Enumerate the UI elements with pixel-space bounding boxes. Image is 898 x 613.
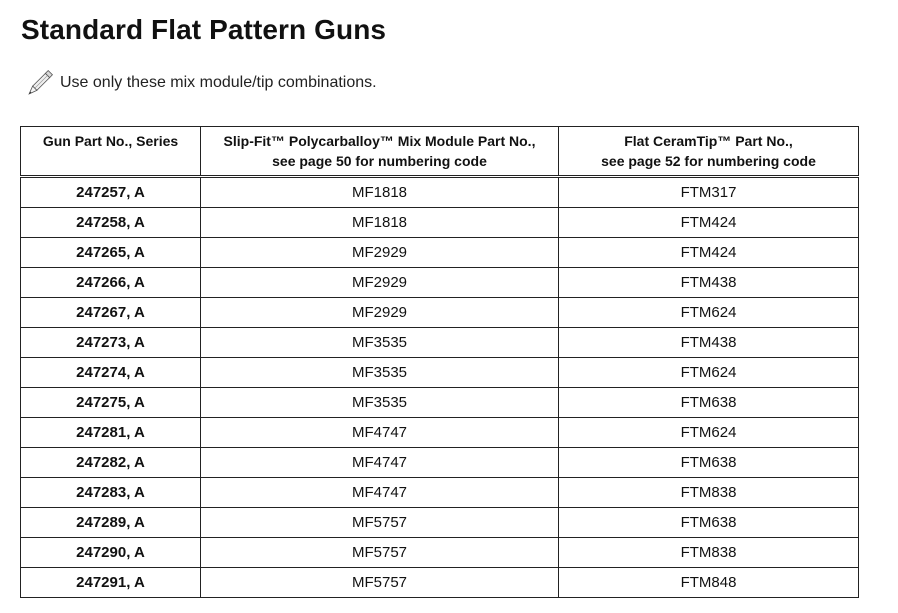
gun-part-cell: 247273, A — [21, 328, 201, 358]
mix-module-cell: MF5757 — [201, 568, 559, 598]
mix-module-cell: MF1818 — [201, 177, 559, 208]
gun-part-cell: 247290, A — [21, 538, 201, 568]
ceramtip-cell: FTM638 — [559, 388, 859, 418]
pencil-icon — [22, 67, 56, 101]
gun-part-cell: 247257, A — [21, 177, 201, 208]
ceramtip-cell: FTM624 — [559, 418, 859, 448]
table-row — [21, 388, 859, 418]
note-text: Use only these mix module/tip combinations. — [60, 74, 377, 91]
table-row — [21, 358, 859, 388]
table-row — [21, 538, 859, 568]
header-gun-part: Gun Part No., Series — [21, 127, 201, 177]
table-row — [21, 177, 859, 208]
note — [22, 67, 377, 101]
mix-module-cell: MF1818 — [201, 208, 559, 238]
table-row — [21, 268, 859, 298]
ceramtip-cell: FTM838 — [559, 538, 859, 568]
mix-module-cell: MF3535 — [201, 388, 559, 418]
table-row — [21, 508, 859, 538]
header-mix-module: Slip-Fit™ Polycarballoy™ Mix Module Part No., see page 50 for numbering code — [201, 127, 559, 177]
table-row — [21, 238, 859, 268]
table-row — [21, 568, 859, 598]
ceramtip-cell: FTM624 — [559, 358, 859, 388]
ceramtip-cell: FTM317 — [559, 177, 859, 208]
table-row — [21, 328, 859, 358]
mix-module-cell: MF3535 — [201, 358, 559, 388]
table-header-row — [21, 127, 859, 177]
gun-part-cell: 247265, A — [21, 238, 201, 268]
table-row — [21, 298, 859, 328]
ceramtip-cell: FTM424 — [559, 208, 859, 238]
gun-part-cell: 247266, A — [21, 268, 201, 298]
ceramtip-cell: FTM638 — [559, 448, 859, 478]
gun-part-cell: 247275, A — [21, 388, 201, 418]
ceramtip-cell: FTM438 — [559, 328, 859, 358]
gun-part-cell: 247267, A — [21, 298, 201, 328]
mix-module-cell: MF2929 — [201, 268, 559, 298]
ceramtip-cell: FTM638 — [559, 508, 859, 538]
gun-part-cell: 247291, A — [21, 568, 201, 598]
table-row — [21, 448, 859, 478]
header-ceramtip: Flat CeramTip™ Part No., see page 52 for numbering code — [559, 127, 859, 177]
ceramtip-cell: FTM424 — [559, 238, 859, 268]
gun-part-cell: 247258, A — [21, 208, 201, 238]
table-row — [21, 208, 859, 238]
gun-part-cell: 247281, A — [21, 418, 201, 448]
mix-module-cell: MF5757 — [201, 538, 559, 568]
gun-part-cell: 247289, A — [21, 508, 201, 538]
table-row — [21, 418, 859, 448]
mix-module-cell: MF2929 — [201, 298, 559, 328]
ceramtip-cell: FTM838 — [559, 478, 859, 508]
ceramtip-cell: FTM848 — [559, 568, 859, 598]
gun-part-cell: 247274, A — [21, 358, 201, 388]
mix-module-cell: MF4747 — [201, 418, 559, 448]
mix-module-cell: MF2929 — [201, 238, 559, 268]
table-row — [21, 478, 859, 508]
mix-module-cell: MF4747 — [201, 448, 559, 478]
mix-module-cell: MF5757 — [201, 508, 559, 538]
parts-table — [20, 126, 859, 598]
gun-part-cell: 247282, A — [21, 448, 201, 478]
gun-part-cell: 247283, A — [21, 478, 201, 508]
ceramtip-cell: FTM438 — [559, 268, 859, 298]
page-title: Standard Flat Pattern Guns — [21, 14, 387, 45]
ceramtip-cell: FTM624 — [559, 298, 859, 328]
mix-module-cell: MF3535 — [201, 328, 559, 358]
mix-module-cell: MF4747 — [201, 478, 559, 508]
